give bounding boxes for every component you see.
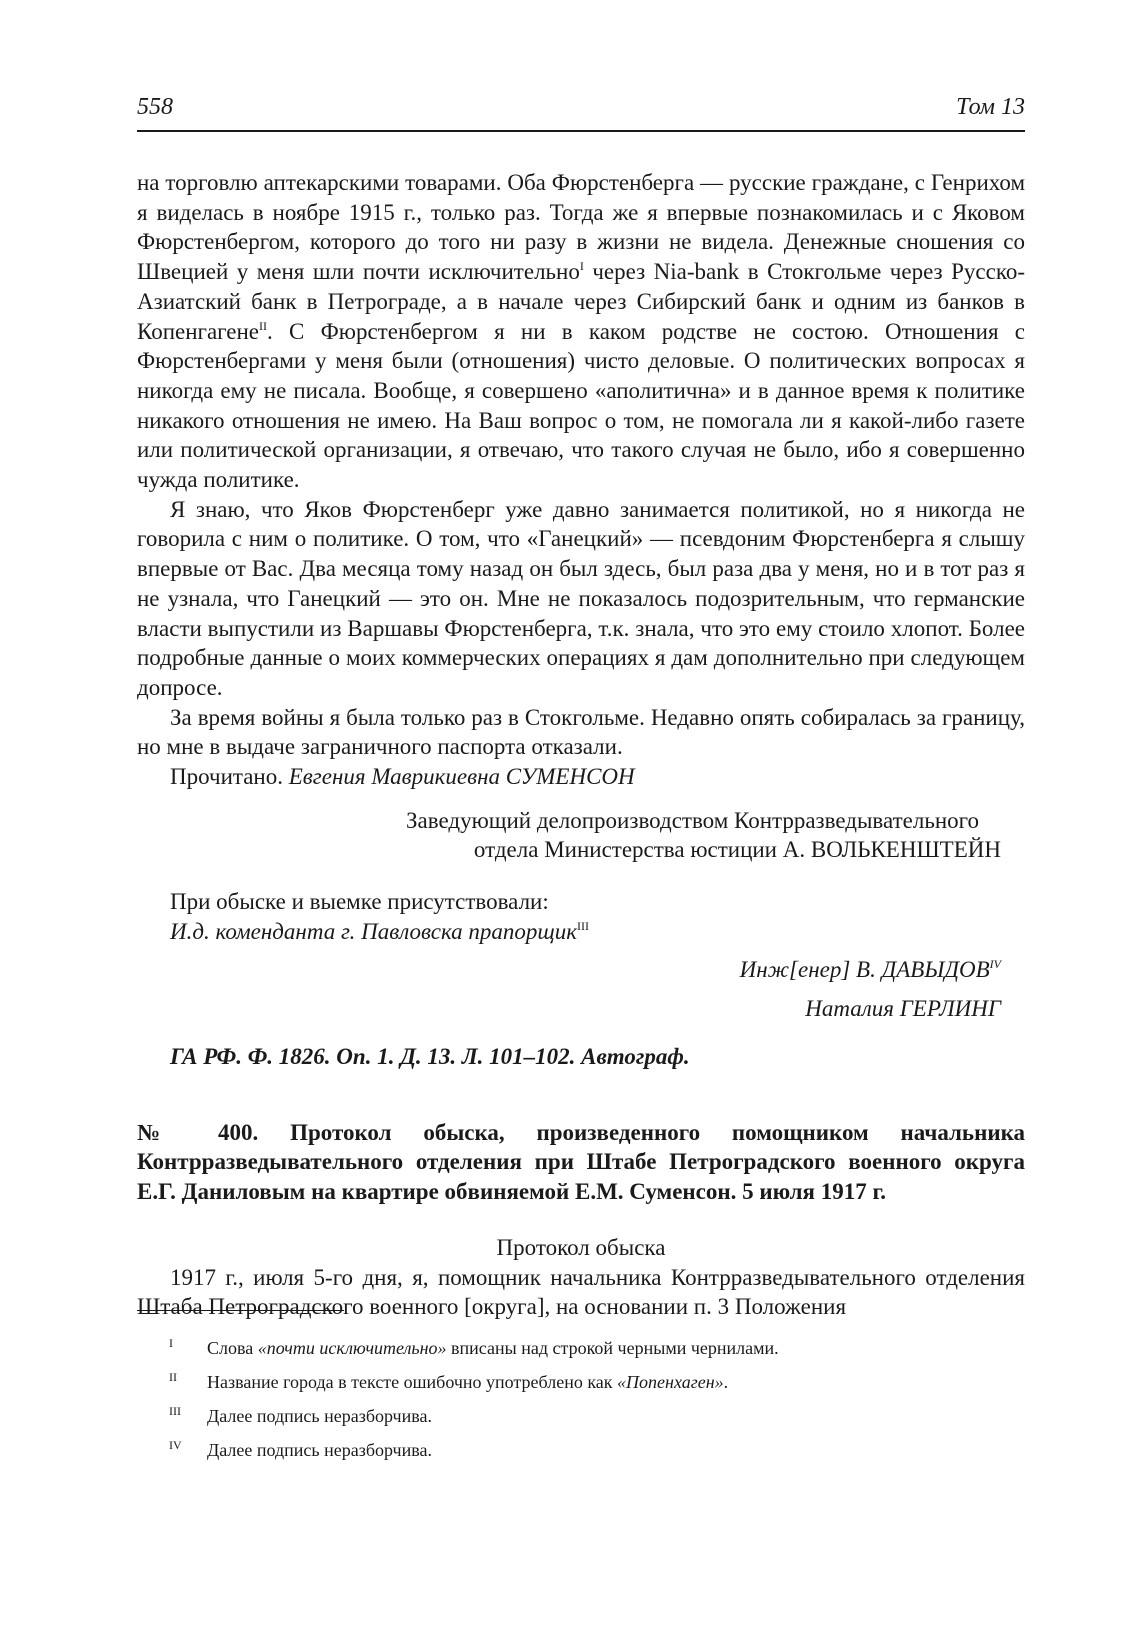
footnote-1-quote: «почти исключительно» bbox=[257, 1338, 447, 1358]
footnote-ref-2: II bbox=[259, 318, 268, 333]
witness-commandant-text: И.д. коменданта г. Павловска прапорщик bbox=[170, 918, 578, 944]
paragraph-1-part-b: через Nia-bank в Стокгольме через Русско-Азиатский банк в Петрограде, а в начале через Сибирский банк и одним из банков в Копенгагене bbox=[137, 259, 1025, 344]
paragraph-3: За время войны я была только раз в Стокгольме. Недавно опять собиралась за границу, но мне в выдаче заграничного паспорта отказали. bbox=[137, 704, 1025, 760]
footnote-divider bbox=[137, 1310, 344, 1311]
footnote-2-pre: Название города в тексте ошибочно употреблено как bbox=[207, 1372, 618, 1392]
footnote-4 bbox=[137, 1438, 1025, 1462]
signature-davydov bbox=[137, 955, 1025, 985]
signature-gerling: Наталия ГЕРЛИНГ bbox=[805, 996, 1001, 1022]
read-signatory: Евгения Маврикиевна СУМЕНСОН bbox=[288, 764, 635, 790]
read-label: Прочитано. bbox=[170, 764, 283, 790]
paragraph-1-part-c: . С Фюрстенбергом я ни в каком родстве не состою. Отношения с Фюрстенбергами у меня были (отношения) чисто деловые. О политических вопросах я никогда ему не писала. Вообще, я совершено «аполитична» и в данное время к политике никакого отношения не имею. На Ваш вопрос о том, не помогала ли я какой-либо газете или политической организации, я отвечаю, что такого случая не было, ибо я совершенно чужда политике. bbox=[137, 318, 1025, 493]
footnote-1-pre: Слова bbox=[207, 1338, 258, 1358]
footnote-2-post: . bbox=[723, 1372, 729, 1392]
signature-davydov-text: Инж[енер] В. ДАВЫДОВ bbox=[739, 956, 990, 982]
footnote-4-mark: IV bbox=[169, 1438, 182, 1452]
page-body bbox=[137, 168, 1025, 1322]
footnote-ref-4: IV bbox=[989, 956, 1001, 971]
witnesses-heading: При обыске и выемке присутствовали: bbox=[170, 889, 549, 915]
footnote-2-quote: «Попенхаген» bbox=[617, 1372, 724, 1392]
footnote-2-mark: II bbox=[169, 1370, 177, 1384]
volume-label: Том 13 bbox=[956, 94, 1025, 120]
footnote-3 bbox=[137, 1404, 1025, 1428]
footnotes bbox=[137, 1336, 1025, 1472]
paragraph-2: Я знаю, что Яков Фюрстенберг уже давно занимается политикой, но я никогда не говорила с ним о политике. О том, что «Ганецкий» — псевдоним Фюрстенберга я слышу впервые от Вас. Два месяца тому назад он был здесь, был раза два у меня, но и в тот раз я не узнала, что Ганецкий — это он. Мне не показалось подозрительным, что германские власти выпустили из Варшавы Фюрстенберга, т.к. знала, что это ему стоило хлопот. Более подробные данные о моих коммерческих операциях я дам дополнительно при следующем допросе. bbox=[137, 496, 1025, 700]
official-signature-block bbox=[137, 806, 1001, 865]
running-header bbox=[137, 86, 1025, 132]
footnote-3-mark: III bbox=[169, 1404, 181, 1418]
footnote-1 bbox=[137, 1336, 1025, 1360]
document-text: 1917 г., июля 5-го дня, я, помощник начальника Контрразведывательного отделения Штаба Петроградского военного [округа], на основании п. 3 Положения bbox=[137, 1264, 1025, 1320]
witnesses-block bbox=[137, 887, 1025, 946]
paragraph-1-part-a: на торговлю аптекарскими товарами. Оба Фюрстенберга — русские граждане, с Генрихом я виделась в ноябре 1915 г., только раз. Тогда же я впервые познакомилась и с Яковом Фюрстенбергом, которого до того ни разу в жизни не видела. Денежные сношения со Швецией у меня шли почти исключительно bbox=[137, 170, 1025, 285]
document-title: № 400. Протокол обыска, произведенного помощником начальника Контрразведывательного отделения при Штабе Петроградского военного округа Е.Г. Даниловым на квартире обвиняемой Е.М. Суменсон. 5 июля 1917 г. bbox=[137, 1119, 1025, 1205]
footnote-2 bbox=[137, 1370, 1025, 1394]
document-subtitle: Протокол обыска bbox=[496, 1234, 666, 1260]
page-number: 558 bbox=[137, 94, 173, 120]
footnote-4-text: Далее подпись неразборчива. bbox=[207, 1440, 432, 1460]
footnote-1-mark: I bbox=[169, 1336, 173, 1350]
official-title-line-1: Заведующий делопроизводством Контрразведывательного bbox=[406, 807, 979, 833]
footnote-ref-3: III bbox=[577, 918, 590, 933]
witness-commandant bbox=[170, 917, 1025, 947]
read-line bbox=[137, 762, 1025, 792]
footnote-1-post: вписаны над строкой черными чернилами. bbox=[446, 1338, 779, 1358]
footnote-ref-1: I bbox=[579, 259, 584, 274]
paragraph-1 bbox=[137, 168, 1025, 495]
official-title-line-2: отдела Министерства юстиции А. ВОЛЬКЕНШТЕЙН bbox=[473, 837, 1001, 863]
archive-reference: ГА РФ. Ф. 1826. Оп. 1. Д. 13. Л. 101–102. Автограф. bbox=[170, 1043, 690, 1069]
footnote-3-text: Далее подпись неразборчива. bbox=[207, 1406, 432, 1426]
